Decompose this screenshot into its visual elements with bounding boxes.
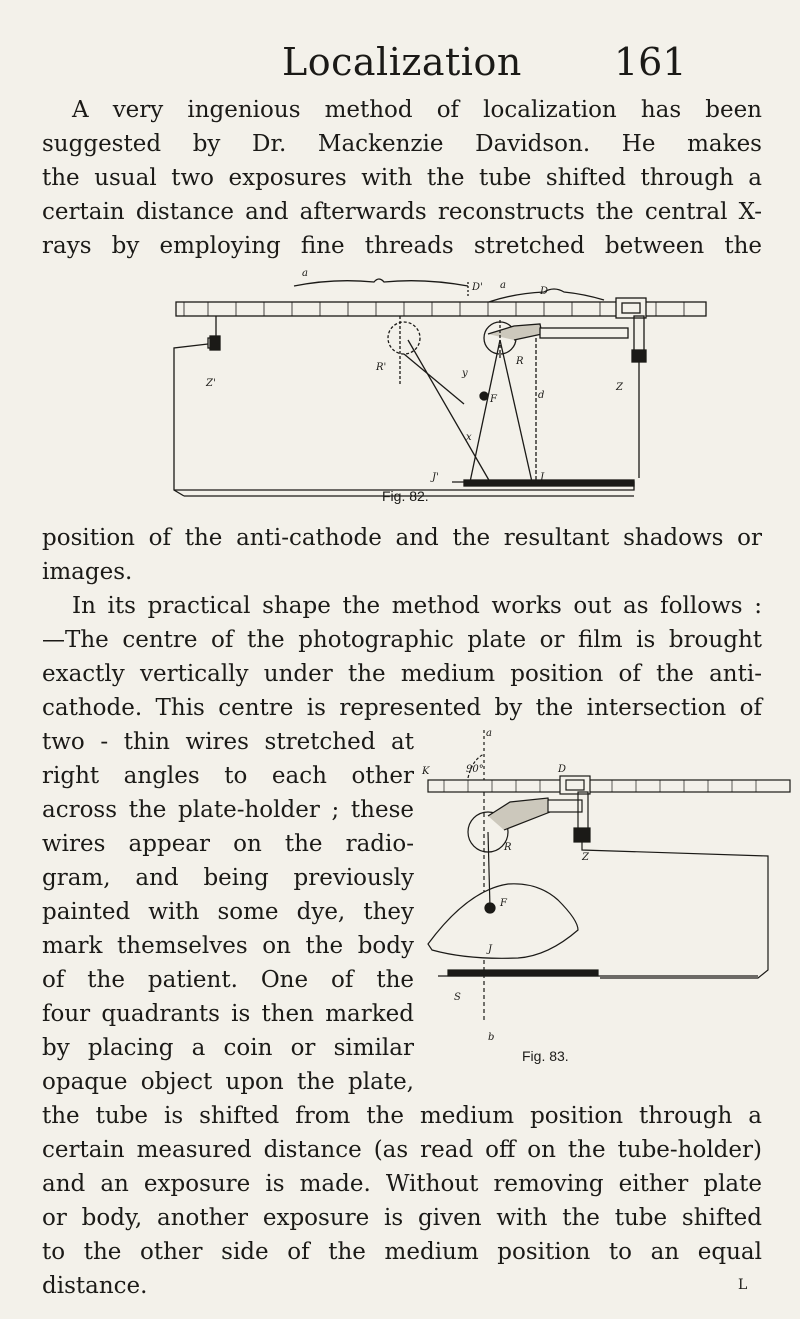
fig82-label-y: y [462, 368, 468, 379]
text-line: distance. [42, 1273, 148, 1299]
text-line: opaque object upon the plate, [42, 1069, 414, 1095]
paragraph-method [42, 589, 762, 725]
fig82-label-r1: R' [376, 362, 387, 373]
text-line: certain distance and afterwards reconstructs the central X- [42, 199, 762, 225]
fig83-label-j: J [488, 944, 493, 955]
text-line: In its practical shape the method works out as follows : [72, 593, 762, 619]
text-line: the tube is shifted from the medium position through a [42, 1103, 762, 1129]
text-line: to the other side of the medium position to an equal [42, 1239, 762, 1265]
text-line: A very ingenious method of localization has been [72, 97, 762, 123]
fig82-label-r: R [516, 356, 524, 367]
text-line: suggested by Dr. Mackenzie Davidson. He makes [42, 131, 762, 157]
text-line: cathode. This centre is represented by the intersection of [42, 695, 762, 721]
figure-83-caption: Fig. 83. [522, 1048, 569, 1064]
text-line: gram, and being previously [42, 865, 414, 891]
fig82-label-d: D [540, 286, 549, 297]
text-line: painted with some dye, they [42, 899, 414, 925]
page-header [0, 36, 800, 88]
text-line: mark themselves on the body [42, 933, 414, 959]
fig83-label-k: K [422, 766, 430, 777]
figure-83-diagram [422, 720, 790, 1050]
fig83-label-s: S [454, 992, 461, 1003]
paragraph-method-narrow [42, 725, 414, 1099]
text-line: or body, another exposure is given with the tube shifted [42, 1205, 762, 1231]
fig82-label-d-small: d [538, 390, 545, 401]
paragraph-intro [42, 93, 762, 263]
paragraph-method-end [42, 1099, 762, 1303]
text-line: exactly vertically under the medium position of the anti- [42, 661, 762, 687]
fig82-label-f: F [490, 394, 497, 405]
signature-mark: L [738, 1277, 748, 1293]
text-line: of the patient. One of the [42, 967, 414, 993]
text-line: images. [42, 559, 133, 585]
text-line: —The centre of the photographic plate or film is brought [42, 627, 762, 653]
fig83-label-deg: 90° [466, 764, 484, 775]
running-title: Localization [282, 40, 522, 84]
fig83-label-b: b [488, 1032, 495, 1043]
fig82-label-x: x [466, 432, 472, 443]
figure-82-caption: Fig. 82. [382, 488, 429, 504]
fig83-label-r: R [504, 842, 512, 853]
text-line: position of the anti-cathode and the resultant shadows or [42, 525, 762, 551]
text-line: right angles to each other [42, 763, 414, 789]
fig82-label-z1: Z' [206, 378, 216, 389]
text-line: four quadrants is then marked [42, 1001, 414, 1027]
fig82-label-a: a [302, 268, 308, 279]
text-line: and an exposure is made. Without removing either plate [42, 1171, 762, 1197]
fig83-label-f: F [500, 898, 507, 909]
fig82-label-d1: D' [472, 282, 483, 293]
text-line: the usual two exposures with the tube shifted through a [42, 165, 762, 191]
fig82-label-a2: a [500, 280, 506, 291]
fig83-label-d: D [558, 764, 567, 775]
text-line: two - thin wires stretched at [42, 729, 414, 755]
fig82-label-j1: J' [432, 472, 439, 483]
page-number: 161 [614, 40, 687, 84]
figure-82-diagram [164, 268, 724, 503]
paragraph-continuation [42, 521, 762, 589]
text-line: certain measured distance (as read off on the tube-holder) [42, 1137, 762, 1163]
text-line: wires appear on the radio- [42, 831, 414, 857]
text-line: by placing a coin or similar [42, 1035, 414, 1061]
fig82-label-z: Z [616, 382, 623, 393]
text-line: across the plate-holder ; these [42, 797, 414, 823]
text-line: rays by employing fine threads stretched between the [42, 233, 762, 259]
fig83-label-z: Z [582, 852, 589, 863]
fig83-label-a: a [486, 728, 492, 739]
fig82-label-j: J [540, 472, 545, 483]
